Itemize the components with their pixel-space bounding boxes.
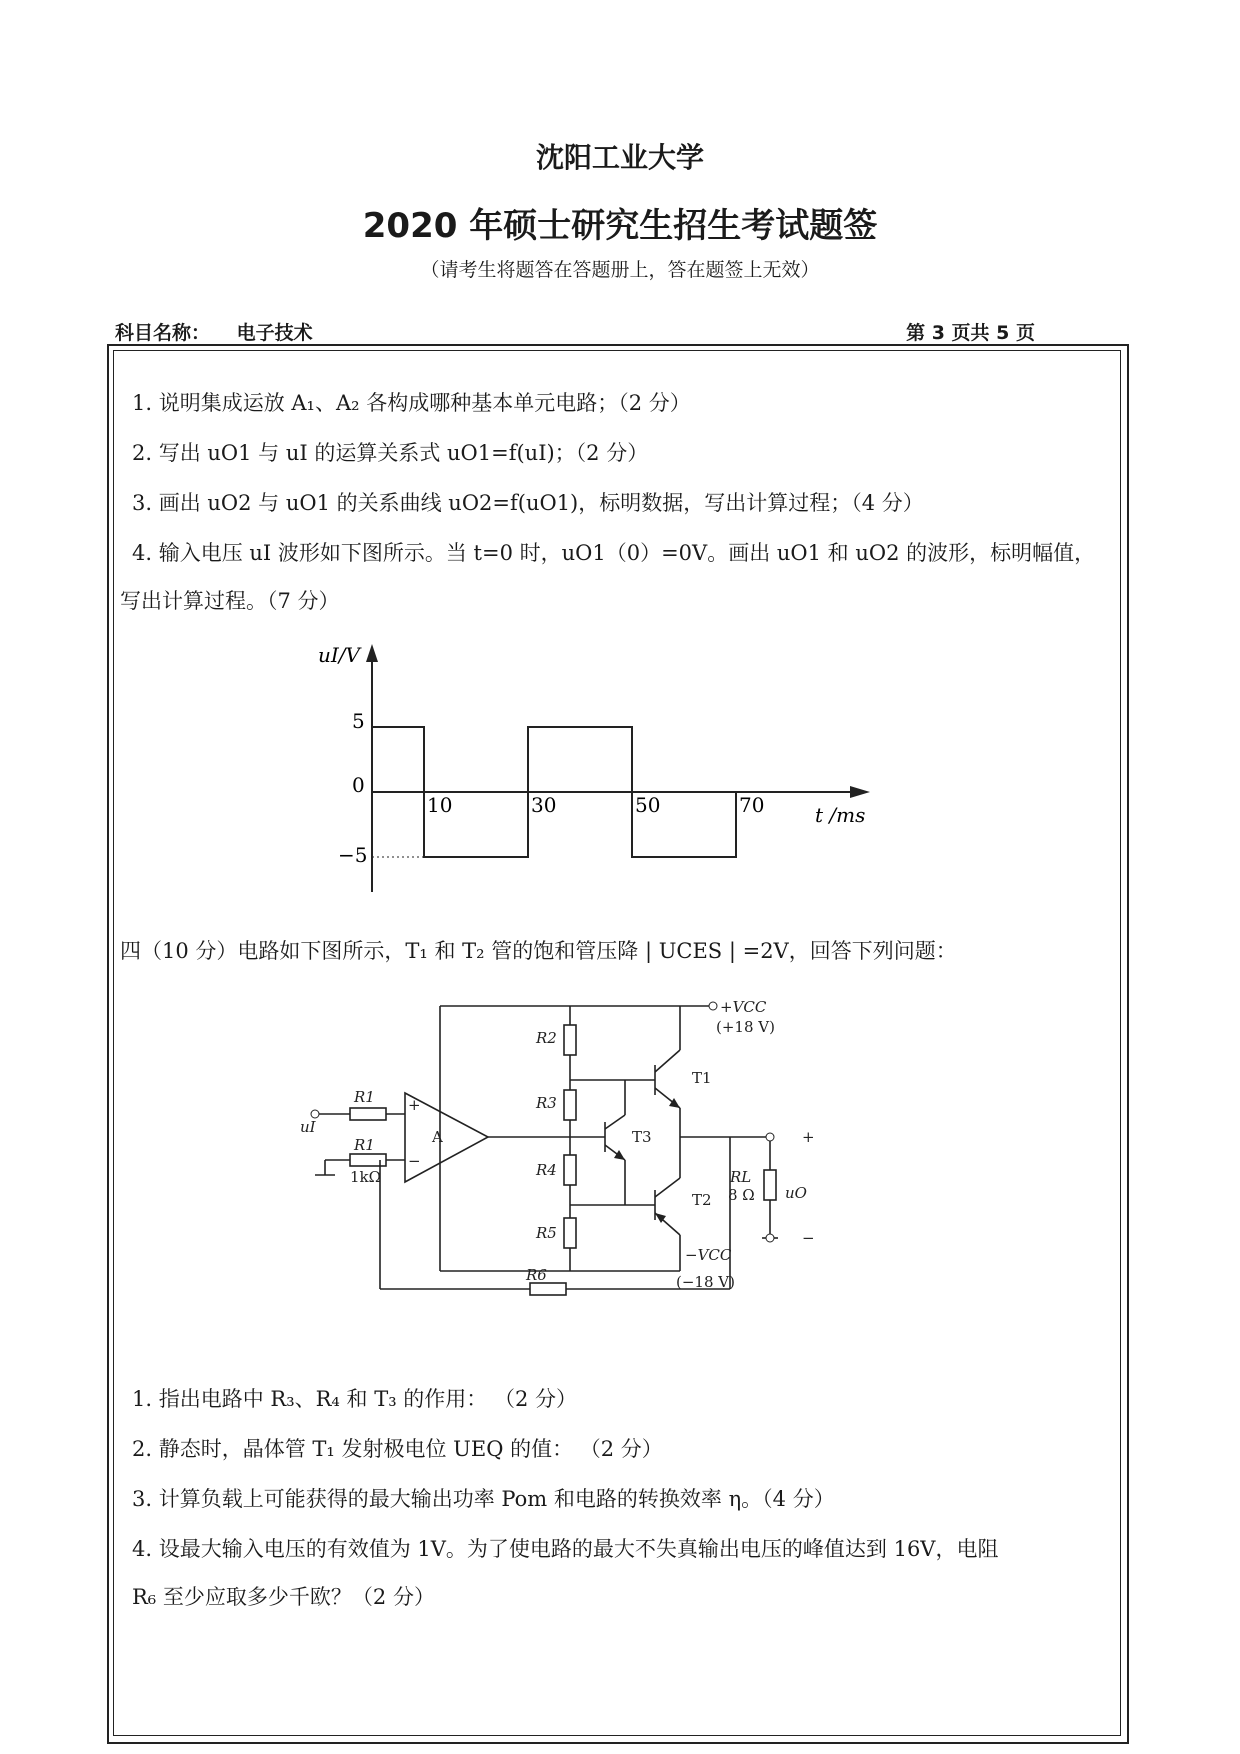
- page-info: 第 3 页共 5 页: [906, 322, 1035, 344]
- x-axis-arrow: [850, 786, 870, 798]
- x-tick-70: 70: [739, 793, 765, 817]
- vcc-plus-value: (+18 V): [716, 1018, 775, 1036]
- x-tick-50: 50: [635, 793, 661, 817]
- resistor-R3: [564, 1090, 576, 1120]
- resistor-R2: [564, 1025, 576, 1055]
- university-name: 沈阳工业大学: [535, 141, 704, 174]
- y-tick-0: 0: [352, 773, 365, 797]
- x-tick-30: 30: [531, 793, 557, 817]
- resistor-R4: [564, 1155, 576, 1185]
- resistor-RL: [764, 1170, 776, 1200]
- label-uO: uO: [785, 1184, 807, 1202]
- y-axis-label: uI/V: [318, 643, 360, 667]
- label-T1: T1: [692, 1069, 712, 1087]
- label-R2: R2: [536, 1029, 557, 1047]
- label-RL-value: 8 Ω: [728, 1186, 755, 1204]
- label-R1-top: R1: [354, 1088, 375, 1106]
- x-axis-label: t /ms: [815, 803, 866, 827]
- label-R3: R3: [536, 1094, 557, 1112]
- vcc-minus-value: (−18 V): [676, 1273, 735, 1291]
- s3-question-4-line1: 4. 输入电压 uI 波形如下图所示。当 t=0 时，uO1（0）=0V。画出 uO1 和 uO2 的波形，标明幅值，: [132, 541, 1096, 565]
- y-axis-arrow: [366, 644, 378, 662]
- label-opamp-plus: +: [408, 1096, 421, 1114]
- exam-title: 2020 年硕士研究生招生考试题签: [362, 206, 878, 246]
- s3-question-1: 1. 说明集成运放 A₁、A₂ 各构成哪种基本单元电路；（2 分）: [132, 391, 691, 415]
- subject-label: 科目名称：: [115, 322, 211, 344]
- label-T3: T3: [632, 1128, 652, 1146]
- vcc-minus-label: −VCC: [685, 1246, 732, 1264]
- label-T2: T2: [692, 1191, 712, 1209]
- label-R5: R5: [536, 1224, 557, 1242]
- s4-question-2: 2. 静态时，晶体管 T₁ 发射极电位 UEQ 的值： （2 分）: [132, 1437, 663, 1461]
- s4-heading: 四（10 分）电路如下图所示，T₁ 和 T₂ 管的饱和管压降 | UCES | =2V，回答下列问题：: [120, 939, 957, 963]
- s4-question-1: 1. 指出电路中 R₃、R₄ 和 T₃ 的作用： （2 分）: [132, 1387, 578, 1411]
- label-RL: RL: [730, 1168, 752, 1186]
- y-tick-neg5: −5: [338, 843, 368, 867]
- y-tick-5: 5: [352, 709, 365, 733]
- subject-line: [115, 318, 1035, 345]
- s3-question-2: 2. 写出 uO1 与 uI 的运算关系式 uO1=f(uI)；（2 分）: [132, 441, 649, 465]
- label-R4: R4: [536, 1161, 557, 1179]
- power-amp-circuit: [300, 990, 820, 1325]
- x-tick-10: 10: [427, 793, 453, 817]
- label-out-plus: +: [802, 1128, 815, 1146]
- s4-question-4-line1: 4. 设最大输入电压的有效值为 1V。为了使电路的最大不失真输出电压的峰值达到 16V，电阻: [132, 1537, 999, 1561]
- label-out-minus: −: [802, 1229, 815, 1247]
- s3-question-3: 3. 画出 uO2 与 uO1 的关系曲线 uO2=f(uO1)，标明数据，写出计算过程；（4 分）: [132, 491, 924, 515]
- resistor-R1-top: [350, 1108, 386, 1120]
- s3-question-4-line2: 写出计算过程。（7 分）: [120, 589, 340, 613]
- subject-name: 电子技术: [236, 322, 313, 344]
- label-R6: R6: [526, 1266, 547, 1284]
- s4-question-3: 3. 计算负载上可能获得的最大输出功率 Pom 和电路的转换效率 η。（4 分）: [132, 1487, 835, 1511]
- s4-question-4-line2: R₆ 至少应取多少千欧？（2 分）: [132, 1585, 435, 1609]
- vcc-plus-label: +VCC: [720, 998, 767, 1016]
- label-amp-A: A: [432, 1128, 443, 1146]
- label-R1-bottom: R1: [354, 1136, 375, 1154]
- exam-note: （请考生将题答在答题册上，答在题签上无效）: [420, 259, 820, 281]
- input-waveform-chart: [300, 640, 880, 900]
- resistor-R6: [530, 1283, 566, 1295]
- resistor-R5: [564, 1218, 576, 1248]
- label-uI: uI: [300, 1118, 316, 1136]
- label-opamp-minus: −: [408, 1152, 421, 1170]
- label-R1-value: 1kΩ: [350, 1168, 382, 1186]
